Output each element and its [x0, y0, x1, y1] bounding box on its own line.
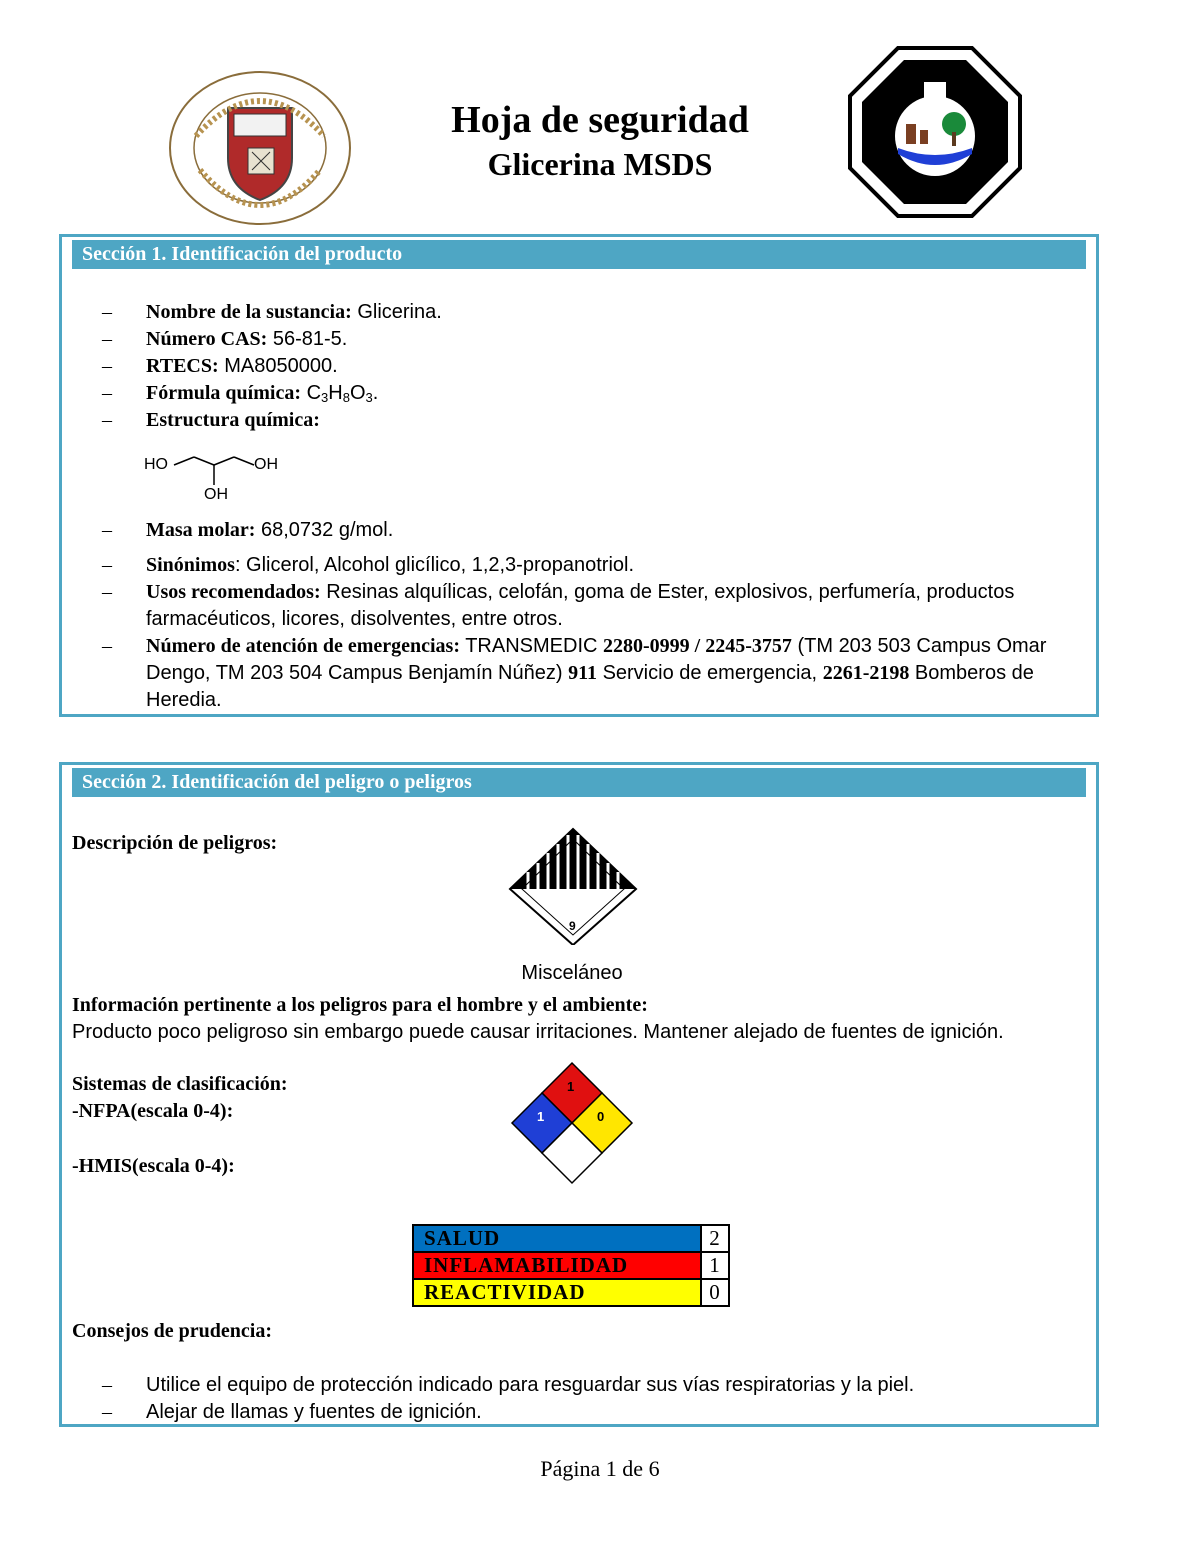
item-label: Número de atención de emergencias: — [146, 635, 461, 657]
item-label: Número CAS: — [146, 328, 268, 350]
nfpa-label: -NFPA(escala 0-4): — [72, 1100, 234, 1122]
list-item-recommended-uses — [102, 579, 1076, 633]
emergency-text: Servicio de emergencia, — [602, 662, 818, 684]
item-value: 56-81-5. — [272, 328, 348, 350]
list-dash: – — [102, 301, 112, 323]
nfpa-health-value: 1 — [537, 1109, 545, 1124]
hmis-label: -HMIS(escala 0-4): — [72, 1155, 235, 1177]
item-value: : Glicerol, Alcohol glicílico, 1,2,3-propanotriol. — [234, 554, 635, 576]
hmis-row — [413, 1252, 729, 1279]
hmis-row — [413, 1225, 729, 1252]
emergency-text: (TM 203 503 Campus Omar Dengo, TM 203 504 Campus Benjamín Núñez) — [146, 635, 1047, 684]
item-label: Nombre de la sustancia: — [146, 301, 352, 323]
advice-text: Alejar de llamas y fuentes de ignición. — [146, 1401, 482, 1423]
list-dash: – — [102, 554, 112, 576]
hmis-value: 0 — [701, 1279, 729, 1306]
hmis-name: SALUD — [413, 1225, 701, 1252]
list-dash: – — [102, 355, 112, 377]
section-1-heading: Sección 1. Identificación del producto — [72, 240, 1086, 269]
item-value: Resinas alquílicas, celofán, goma de Ester, explosivos, perfumería, productos farmacéuticos, licores, disolventes, entre otros. — [146, 581, 1015, 630]
nfpa-reactivity-value: 0 — [597, 1109, 605, 1124]
hmis-name: REACTIVIDAD — [413, 1279, 701, 1306]
list-dash: – — [102, 328, 112, 350]
list-item-chemical-structure — [102, 407, 1076, 434]
structure-label-oh-right: OH — [254, 456, 278, 473]
emergency-text: Bomberos de Heredia. — [146, 662, 1034, 711]
list-item-advice — [102, 1372, 1076, 1399]
item-value: 68,0732 g/mol. — [260, 519, 394, 541]
structure-label-oh-bottom: OH — [204, 486, 228, 503]
list-dash: – — [102, 409, 112, 431]
hmis-value: 1 — [701, 1252, 729, 1279]
list-dash: – — [102, 1374, 112, 1396]
item-value: MA8050000. — [224, 355, 338, 377]
hmis-value: 2 — [701, 1225, 729, 1252]
hmis-name: INFLAMABILIDAD — [413, 1252, 701, 1279]
item-label: Sinónimos — [146, 554, 235, 576]
school-of-chemistry-logo — [846, 44, 1024, 220]
hazard-info-text: Producto poco peligroso sin embargo puede causar irritaciones. Mantener alejado de fuentes de ignición. — [72, 1021, 1004, 1043]
section-1-identification — [59, 234, 1099, 717]
document-title: Hoja de seguridad — [451, 99, 749, 141]
list-item-molar-mass — [102, 517, 1076, 544]
document-subtitle: Glicerina MSDS — [487, 146, 713, 182]
emergency-phone: 2280-0999 / 2245-3757 — [603, 635, 792, 657]
page-number: Página 1 de 6 — [540, 1456, 660, 1481]
item-label: Masa molar: — [146, 519, 256, 541]
item-label: Fórmula química: — [146, 382, 301, 404]
miscellaneous-hazard-pictogram — [508, 827, 638, 945]
classification-systems-label: Sistemas de clasificación: — [72, 1073, 288, 1095]
list-dash: – — [102, 1401, 112, 1423]
item-value: Glicerina. — [357, 301, 442, 323]
nfpa-flammability-value: 1 — [567, 1079, 575, 1094]
university-seal-logo — [168, 70, 352, 226]
list-item-advice — [102, 1399, 1076, 1426]
nfpa-diamond — [508, 1061, 636, 1185]
emergency-phone: 911 — [568, 662, 597, 684]
glycerol-structure-diagram — [144, 452, 304, 510]
list-dash: – — [102, 382, 112, 404]
advice-text: Utilice el equipo de protección indicado para resguardar sus vías respiratorias y la piel. — [146, 1374, 915, 1396]
section-2-heading: Sección 2. Identificación del peligro o peligros — [72, 768, 1086, 797]
pictogram-class-number: 9 — [569, 919, 576, 933]
list-item-synonyms — [102, 552, 1076, 579]
formula-value: $C_3H_8O_3$. — [306, 382, 379, 405]
hmis-table — [412, 1224, 730, 1307]
hazard-info-label: Información pertinente a los peligros para el hombre y el ambiente: — [72, 994, 648, 1016]
hmis-row — [413, 1279, 729, 1306]
precautionary-advice-label: Consejos de prudencia: — [72, 1320, 273, 1342]
list-dash: – — [102, 581, 112, 603]
structure-label-ho: HO — [144, 456, 168, 473]
item-label: Estructura química: — [146, 409, 320, 431]
list-item-rtecs — [102, 353, 1076, 380]
emergency-text: TRANSMEDIC — [465, 635, 598, 657]
emergency-phone: 2261-2198 — [822, 662, 910, 684]
section-2-hazards — [59, 762, 1099, 1427]
item-label: Usos recomendados: — [146, 581, 321, 603]
item-label: RTECS: — [146, 355, 219, 377]
list-item-cas-number — [102, 326, 1076, 353]
list-dash: – — [102, 519, 112, 541]
hazard-description-label: Descripción de peligros: — [72, 832, 278, 854]
list-item-substance-name — [102, 299, 1076, 326]
list-item-emergency-numbers — [102, 633, 1076, 714]
list-dash: – — [102, 635, 112, 657]
pictogram-caption: Misceláneo — [521, 962, 623, 984]
